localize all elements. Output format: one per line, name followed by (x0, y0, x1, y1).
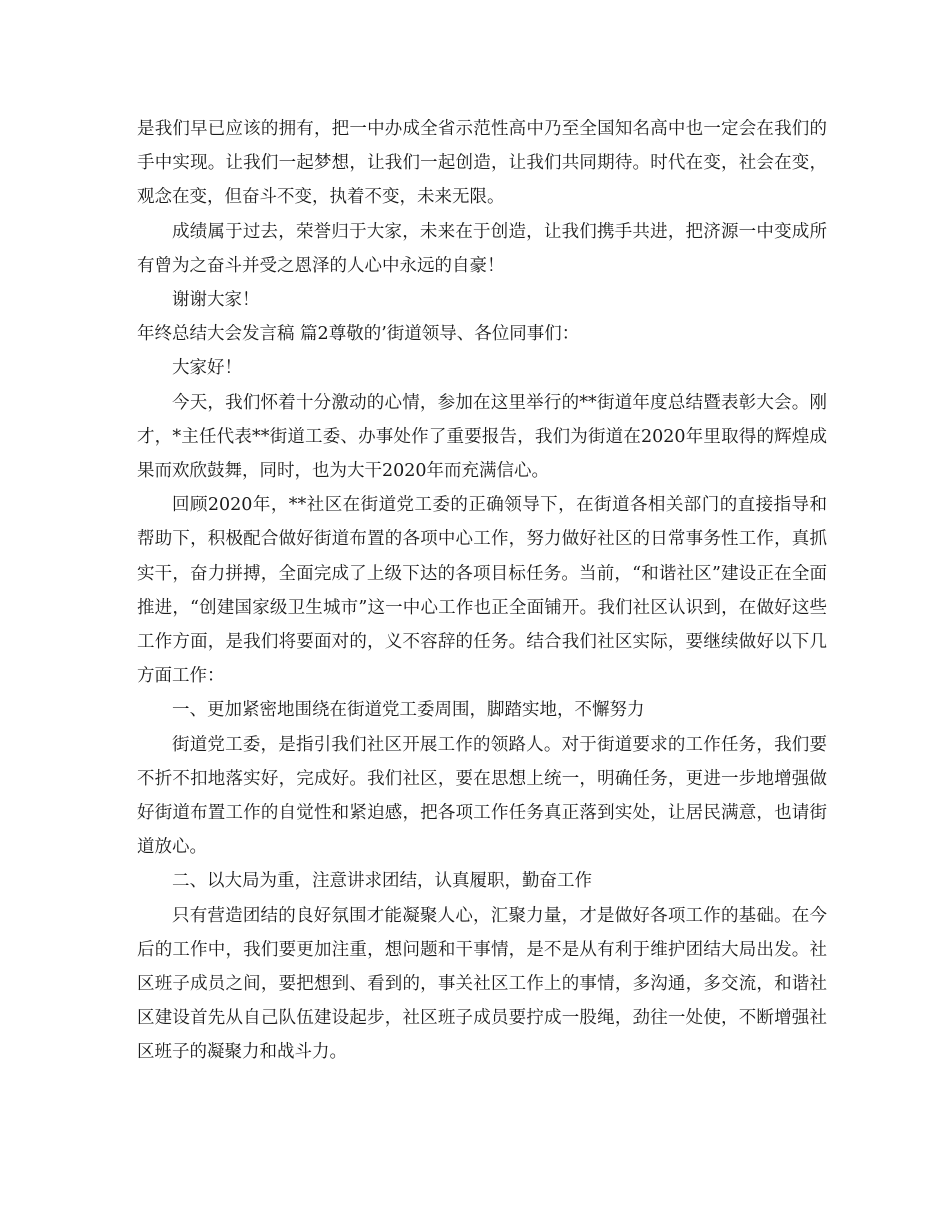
document-page (137, 112, 827, 1070)
paragraph-7: 回顾2020年，**社区在街道党工委的正确领导下，在街道各相关部门的直接指导和帮助下，积极配合做好街道布置的各项中心工作，努力做好社区的日常事务性工作，真抓实干，奋力拼搏，全面完成了上级下达的各项目标任务。当前，“和谐社区”建设正在全面推进，“创建国家级卫生城市”这一中心工作也正全面铺开。我们社区认识到，在做好这些工作方面，是我们将要面对的，义不容辞的任务。结合我们社区实际，要继续做好以下几方面工作： (137, 495, 827, 687)
subheading-1: 一、更加紧密地围绕在街道党工委周围，脚踏实地，不懈努力 (172, 700, 645, 721)
section-heading: 年终总结大会发言稿 篇2尊敬的’街道领导、各位同事们： (137, 324, 580, 345)
paragraph-11: 只有营造团结的良好氛围才能凝聚人心，汇聚力量，才是做好各项工作的基础。在今后的工作中，我们要更加注重，想问题和干事情，是不是从有利于维护团结大局出发。社区班子成员之间，要把想到、看到的，事关社区工作上的事情，多沟通，多交流，和谐社区建设首先从自己队伍建设起步，社区班子成员要拧成一股绳，劲往一处使，不断增强社区班子的凝聚力和战斗力。 (137, 905, 827, 1063)
paragraph-9: 街道党工委，是指引我们社区开展工作的领路人。对于街道要求的工作任务，我们要不折不扣地落实好，完成好。我们社区，要在思想上统一，明确任务，更进一步地增强做好街道布置工作的自觉性和紧迫感，把各项工作任务真正落到实处，让居民满意，也请街道放心。 (137, 734, 827, 858)
paragraph-6: 今天，我们怀着十分激动的心情，参加在这里举行的**街道年度总结暨表彰大会。刚才，*主任代表**街道工委、办事处作了重要报告，我们为街道在2020年里取得的辉煌成果而欢欣鼓舞，同时，也为大干2020年而充满信心。 (137, 392, 827, 482)
paragraph-2: 成绩属于过去，荣誉归于大家，未来在于创造，让我们携手共进，把济源一中变成所有曾为之奋斗并受之恩泽的人心中永远的自豪！ (137, 221, 827, 276)
paragraph-3: 谢谢大家！ (172, 290, 260, 311)
paragraph-1: 是我们早已应该的拥有，把一中办成全省示范性高中乃至全国知名高中也一定会在我们的手中实现。让我们一起梦想，让我们一起创造，让我们共同期待。时代在变，社会在变，观念在变，但奋斗不变，执着不变，未来无限。 (137, 119, 827, 208)
paragraph-greeting: 大家好！ (172, 358, 242, 379)
subheading-2: 二、以大局为重，注意讲求团结，认真履职，勤奋工作 (172, 871, 592, 892)
